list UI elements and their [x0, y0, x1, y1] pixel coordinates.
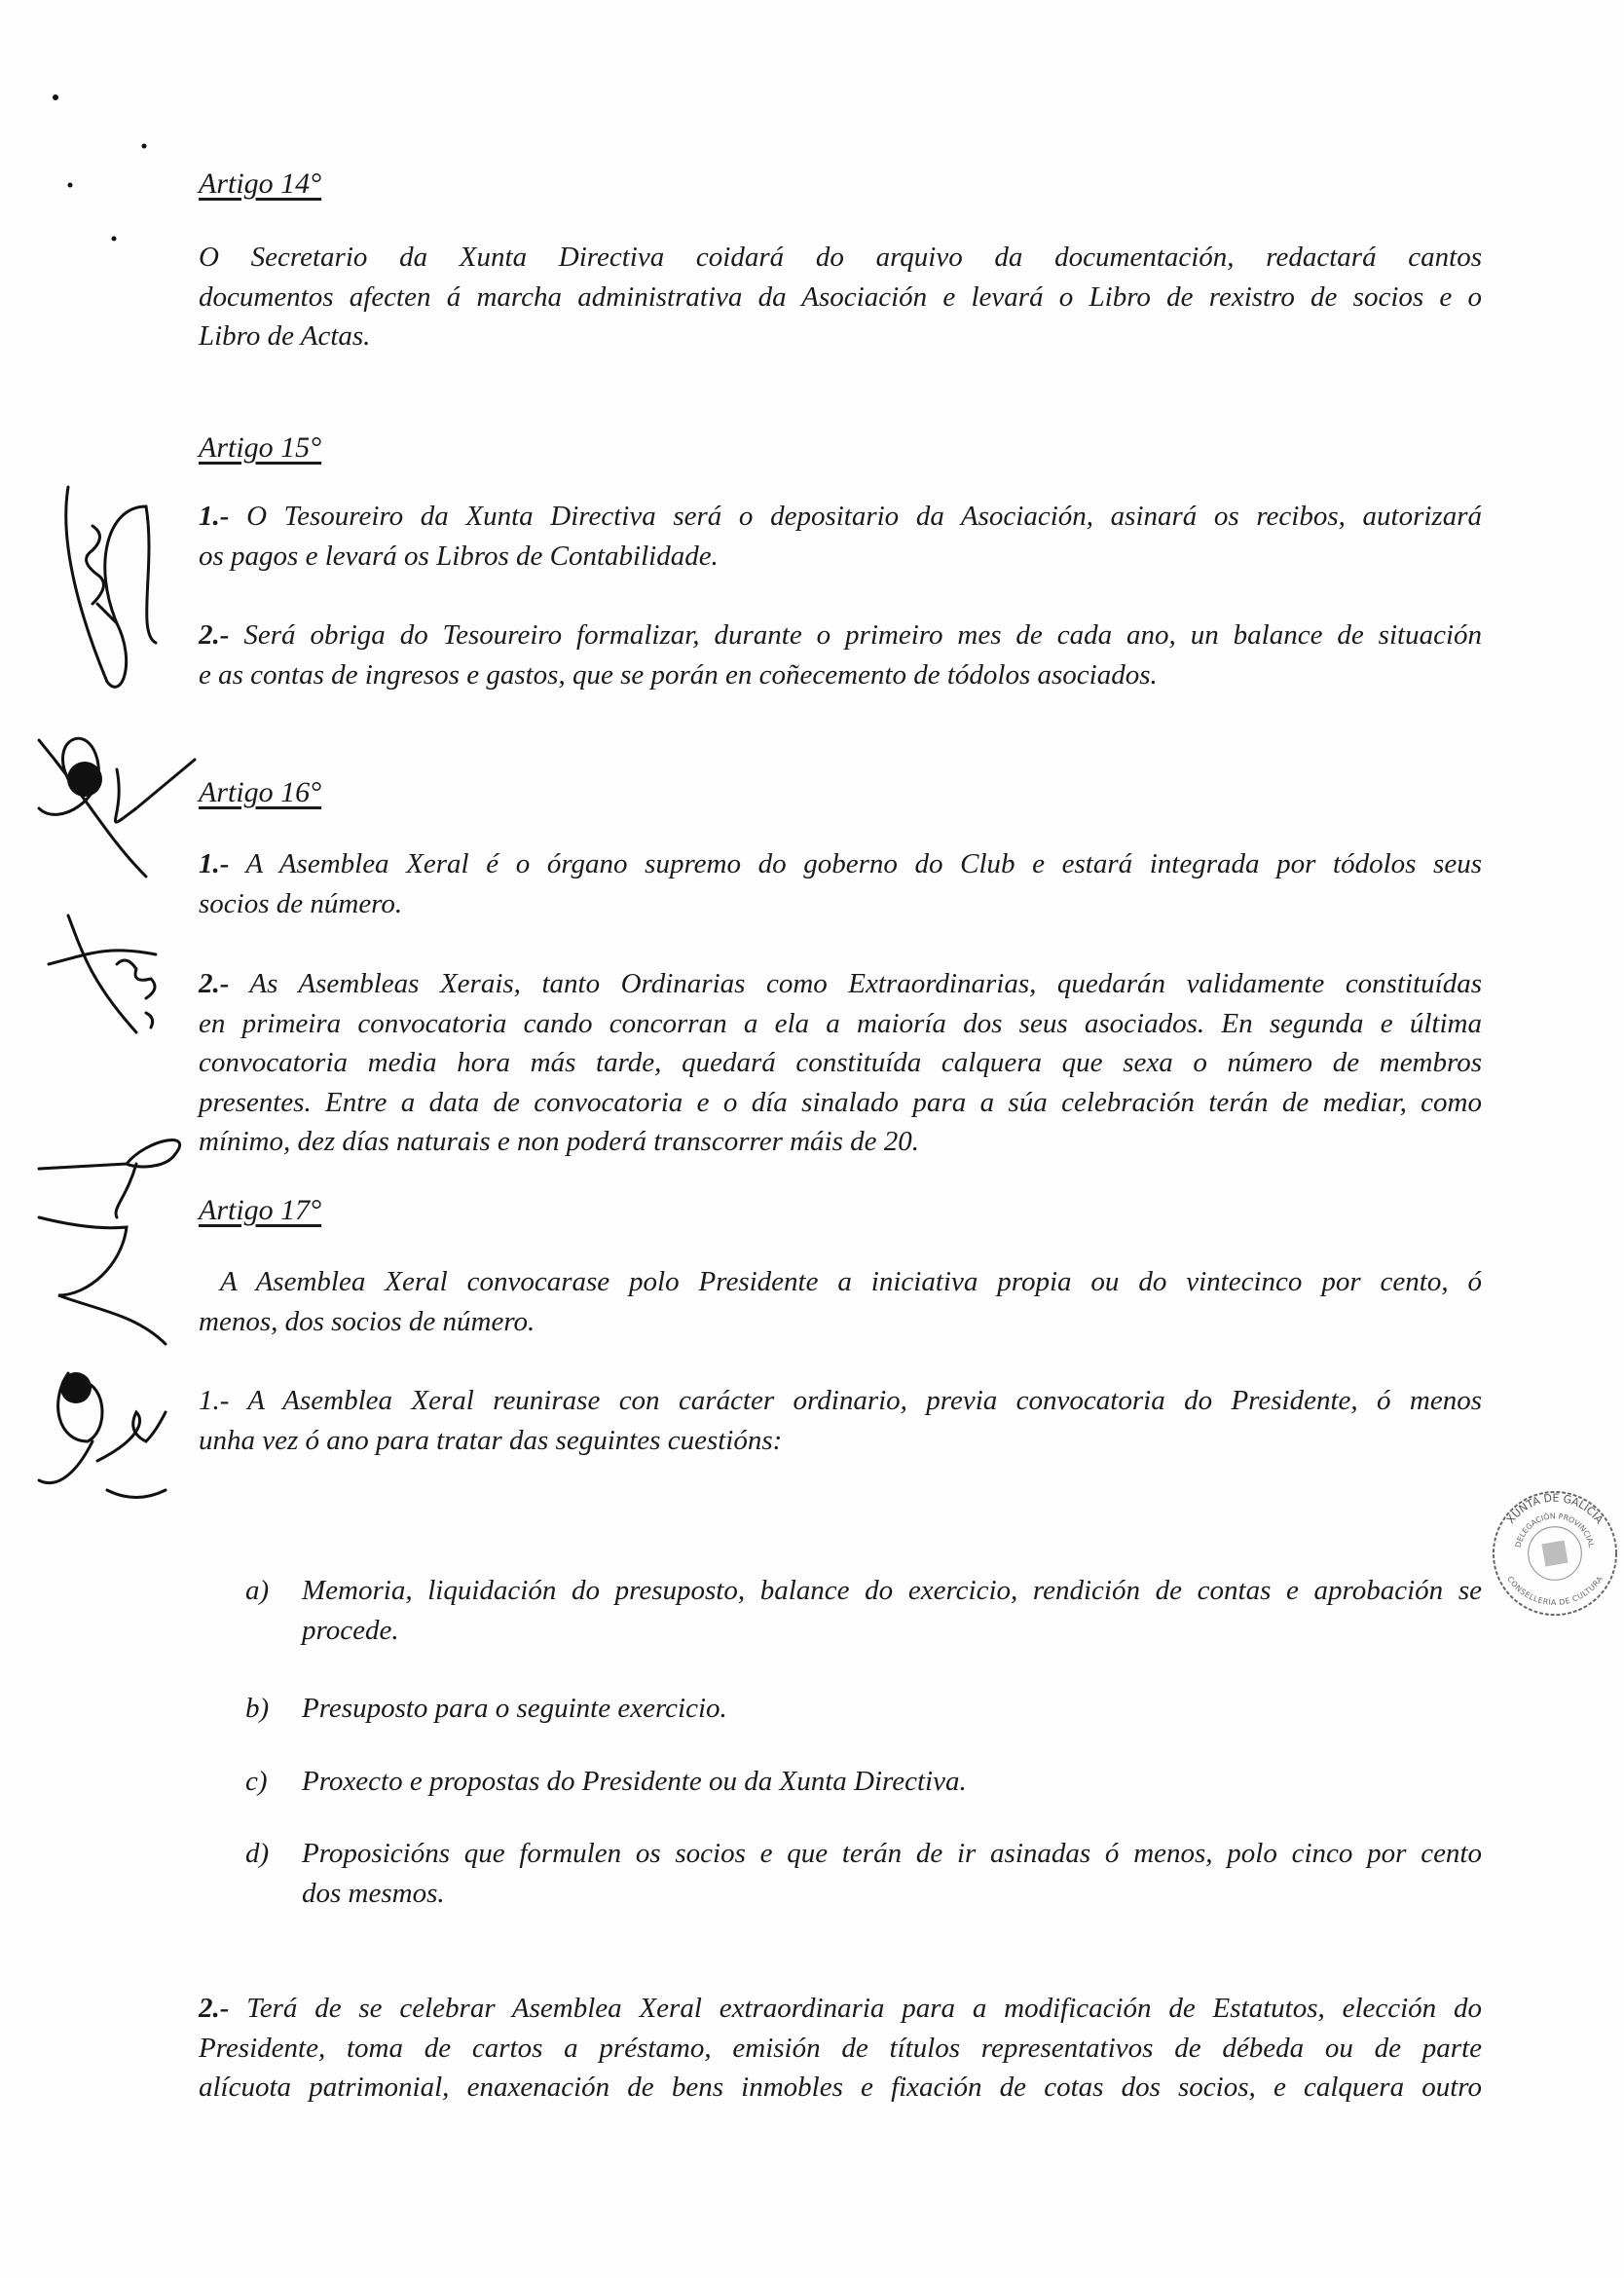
line-text: Proxecto e propostas do Presidente ou da Xunta Directiva.: [302, 1766, 967, 1797]
article-heading: Artigo 16°: [199, 776, 322, 808]
line-text: A Asemblea Xeral é o órgano supremo do goberno do Club e estará integrada por tódolos seus: [245, 848, 1483, 879]
text-line: [302, 1834, 1482, 1874]
line-text: alícuota patrimonial, enaxenación de bens inmobles e fixación de cotas dos socios, e calquera outro: [199, 2072, 1482, 2103]
article-paragraph: [199, 964, 1482, 1162]
stamp-outer-text: XUNTA DE GALICIA: [1503, 1491, 1606, 1526]
signature-5: [39, 1373, 166, 1498]
text-line: [199, 1421, 1482, 1461]
text-line: [199, 884, 1482, 924]
paragraph-number: 2.-: [199, 619, 230, 651]
list-item-label: c): [245, 1766, 268, 1797]
line-text: socios de número.: [199, 887, 403, 919]
text-line: [199, 497, 1482, 537]
article-paragraph: [199, 238, 1482, 356]
line-text: unha vez ó ano para tratar das seguintes cuestións:: [199, 1424, 783, 1456]
line-text: Terá de se celebrar Asemblea Xeral extraordinaria para a modificación de Estatutos, elección do: [246, 1993, 1483, 2024]
list-item: [302, 1762, 1482, 1802]
text-line: [302, 1611, 1482, 1651]
line-text: Presuposto para o seguinte exercicio.: [302, 1693, 727, 1724]
line-text: presentes. Entre a data de convocatoria e o día sinalado para a súa celebración terán de mediar, como: [199, 1086, 1482, 1118]
line-text: As Asembleas Xerais, tanto Ordinarias como Extraordinarias, quedarán validamente constituídas: [249, 968, 1482, 999]
svg-text:CONSELLERÍA DE CULTURA: [1506, 1574, 1605, 1607]
signature-4: [39, 1140, 180, 1344]
list-item: [302, 1689, 1482, 1729]
paragraph-number: 1.-: [199, 501, 230, 532]
paragraph-number: 2.-: [199, 1993, 230, 2024]
paragraph-number: 1.-: [199, 848, 230, 879]
text-line: [199, 2029, 1482, 2069]
signature-2: [39, 738, 195, 877]
text-line: [199, 1262, 1482, 1302]
line-text: os pagos e levará os Libros de Contabilidade.: [199, 540, 719, 572]
text-line: [199, 317, 1482, 356]
text-line: [302, 1874, 1482, 1914]
article-heading: Artigo 17°: [199, 1194, 322, 1226]
article-paragraph: [199, 844, 1482, 923]
article-paragraph: [199, 616, 1482, 694]
line-text: O Secretario da Xunta Directiva coidará do arquivo da documentación, redactará cantos: [199, 242, 1482, 273]
signature-1: [66, 487, 156, 687]
line-text: convocatoria media hora más tarde, quedará constituída calquera que sexa o número de membros: [199, 1047, 1482, 1078]
article-heading: Artigo 15°: [199, 431, 322, 464]
line-text: Memoria, liquidación do presuposto, balance do exercicio, rendición de contas e aprobación se: [302, 1575, 1482, 1606]
line-text: Presidente, toma de cartos a préstamo, emisión de títulos representativos de débeda ou de parte: [199, 2032, 1482, 2064]
line-text: e as contas de ingresos e gastos, que se porán en coñecemento de tódolos asociados.: [199, 658, 1158, 691]
line-text: procede.: [302, 1614, 399, 1646]
text-line: [302, 1571, 1482, 1611]
line-text: mínimo, dez días naturais e non poderá transcorrer máis de 20.: [199, 1126, 920, 1157]
line-text: documentos afecten á marcha administrativa da Asociación e levará o Libro de rexistro de socios e o: [199, 280, 1482, 313]
list-item: [302, 1571, 1482, 1650]
signature-3: [49, 915, 156, 1032]
line-text: dos mesmos.: [302, 1877, 445, 1909]
text-line: [199, 616, 1482, 655]
article-paragraph: [199, 1381, 1482, 1460]
list-item-label: d): [245, 1838, 270, 1869]
text-line: [199, 1004, 1482, 1044]
closing-paragraph: [199, 1989, 1482, 2108]
text-line: [199, 1381, 1482, 1421]
line-text: O Tesoureiro da Xunta Directiva será o depositario da Asociación, asinará os recibos, autorizará: [246, 501, 1482, 532]
line-text: Será obriga do Tesoureiro formalizar, durante o primeiro mes de cada ano, un balance de situación: [243, 619, 1482, 651]
text-line: [199, 2068, 1482, 2108]
official-stamp: [1492, 1490, 1618, 1617]
text-line: [199, 844, 1482, 884]
text-line: [199, 278, 1482, 317]
article-paragraph: [199, 1262, 1482, 1341]
line-text: Proposicións que formulen os socios e que terán de ir asinadas ó menos, polo cinco por cento: [302, 1838, 1482, 1869]
text-line: [199, 1083, 1482, 1123]
text-line: [199, 964, 1482, 1004]
stamp-bottom-text: CONSELLERÍA DE CULTURA: [1505, 1574, 1605, 1607]
text-line: [199, 238, 1482, 278]
text-line: [199, 1989, 1482, 2029]
text-line: [199, 655, 1482, 695]
line-text: en primeira convocatoria cando concorran a ela a maioría dos seus asociados. En segunda e última: [199, 1007, 1482, 1039]
article-heading: Artigo 14°: [199, 168, 322, 200]
line-text: A Asemblea Xeral convocarase polo Presidente a iniciativa propia ou do vintecinco por cento, ó: [220, 1266, 1482, 1297]
article-paragraph: [199, 497, 1482, 576]
ink-blot: [67, 762, 102, 797]
list-item-label: a): [245, 1575, 270, 1606]
line-text: menos, dos socios de número.: [199, 1305, 535, 1337]
text-line: [199, 537, 1482, 577]
list-item: [302, 1834, 1482, 1913]
text-line: [199, 1122, 1482, 1162]
text-line: [199, 1043, 1482, 1083]
list-item-label: b): [245, 1693, 270, 1724]
text-line: [199, 1302, 1482, 1342]
line-text: 1.- A Asemblea Xeral reunirase con carácter ordinario, previa convocatoria do Presidente, ó menos: [199, 1385, 1482, 1416]
ink-blot: [60, 1372, 92, 1403]
svg-text:XUNTA DE GALICIA: [1504, 1492, 1606, 1527]
text-line: [302, 1762, 1482, 1802]
line-text: Libro de Actas.: [199, 320, 371, 352]
stamp-inner-text: DELEGACIÓN PROVINCIAL: [1513, 1512, 1597, 1549]
text-line: [302, 1689, 1482, 1729]
paragraph-number: 2.-: [199, 968, 230, 999]
